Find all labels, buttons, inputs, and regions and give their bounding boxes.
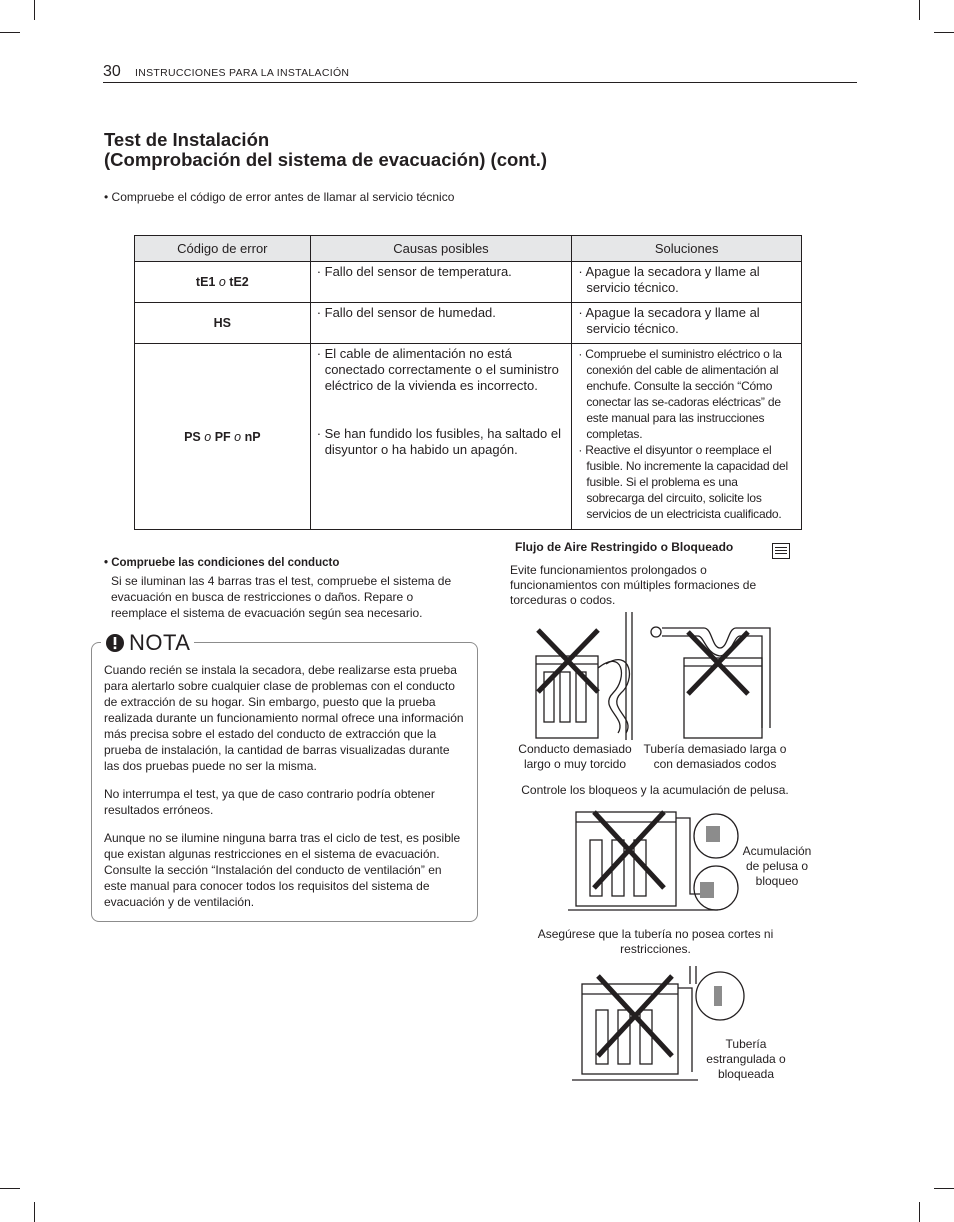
column-header: Causas posibles [310, 236, 572, 262]
page-title-line2: (Comprobación del sistema de evacuación) (cont.) [104, 149, 548, 170]
code-text: tE2 [229, 275, 249, 289]
cause-item: · Fallo del sensor de humedad. [316, 305, 496, 320]
note-paragraph: No interrumpa el test, ya que de caso contrario podría obtener resultados erróneos. [104, 787, 435, 817]
crop-mark [34, 0, 35, 20]
note-paragraph: Cuando recién se instala la secadora, debe realizarse esta prueba para alertarlo sobre cualquier clase de problemas con el conducto de extracción de su hogar. Sin embargo, puesto que la prueba realizada durante un funcionamiento normal ofrece una información más precisa sobre el estado del conducto de extracción que la prueba de instalación, la cantidad de barras visualizadas durante las dos pruebas puede no ser la misma. [104, 663, 464, 773]
crop-mark [919, 0, 920, 20]
note-label: NOTA [129, 630, 191, 655]
crop-mark [34, 1202, 35, 1222]
table-row [135, 262, 802, 303]
code-separator: o [234, 429, 242, 444]
table-row [135, 344, 802, 530]
error-code [135, 344, 311, 530]
crop-mark [919, 1202, 920, 1222]
crop-mark [0, 32, 20, 33]
header-divider [103, 82, 857, 83]
dryer-long-duct-illustration [528, 608, 648, 743]
code-text: tE1 [195, 275, 216, 289]
dryer-many-elbows-illustration [648, 618, 783, 743]
code-text: nP [244, 429, 261, 444]
error-code [135, 262, 311, 303]
cause-item: · Fallo del sensor de temperatura. [316, 264, 512, 279]
crop-mark [934, 32, 954, 33]
intro-note: • Compruebe el código de error antes de llamar al servicio técnico [104, 190, 455, 204]
note-heading [101, 630, 194, 656]
solution-item: · Compruebe el suministro eléctrico o la conexión del cable de alimentación al enchufe. Consulte la sección “Cómo conectar las se-cadoras eléctricas” de este manual para las instrucciones completas. [578, 347, 782, 441]
cause-item: · El cable de alimentación no está conectado correctamente o el suministro eléctrico de la vivienda es incorrecto. [316, 346, 559, 393]
cause-item: · Se han fundido los fusibles, ha saltado el disyuntor o ha habido un apagón. [316, 426, 561, 457]
solution-item: · Apague la secadora y llame al servicio técnico. [578, 305, 760, 336]
table-header-row [135, 236, 802, 262]
causes-cell [310, 303, 572, 344]
airflow-description: Evite funcionamientos prolongados o funcionamientos con múltiples formaciones de torceduras o codos. [510, 563, 757, 607]
page-title [104, 130, 547, 170]
section-title: INSTRUCCIONES PARA LA INSTALACIÓN [135, 67, 350, 79]
duct-check-heading: • Compruebe las condiciones del conducto [104, 557, 340, 569]
caption-many-elbows: Tubería demasiado larga o con demasiados codos [643, 742, 787, 771]
airflow-icon [772, 543, 790, 559]
crop-mark [0, 1188, 20, 1189]
solutions-cell [572, 344, 802, 530]
column-header: Código de error [135, 236, 311, 262]
duct-check-body: Si se iluminan las 4 barras tras el test, compruebe el sistema de evacuación en busca de restricciones o daños. Repare o reemplace el sistema de evacuación según sea necesario. [111, 574, 452, 620]
solution-item: · Reactive el disyuntor o reemplace el fusible. No incremente la capacidad del fusible. Si el problema es una sobrecarga del circuito, solicite los servicios de un electricista cualificado. [578, 443, 788, 521]
warning-icon [105, 633, 125, 653]
solution-item: · Apague la secadora y llame al servicio técnico. [578, 264, 760, 295]
page-number: 30 [103, 63, 121, 80]
lint-check-text: Controle los bloqueos y la acumulación de pelusa. [521, 783, 789, 797]
caption-long-duct: Conducto demasiado largo o muy torcido [518, 742, 632, 771]
page-title-line1: Test de Instalación [104, 129, 270, 150]
solutions-cell [572, 262, 802, 303]
code-text: PF [214, 429, 231, 444]
solutions-cell [572, 303, 802, 344]
caption-lint-buildup: Acumulación de pelusa o bloqueo [742, 844, 812, 888]
column-header: Soluciones [572, 236, 802, 262]
dryer-lint-buildup-illustration [568, 806, 743, 916]
note-paragraph: Aunque no se ilumine ninguna barra tras el ciclo de test, es posible que existan algunas restricciones en el sistema de evacuación. Consulte la sección “Instalación del conducto de ventilación” en este manual para conocer todos los requisitos del sistema de evacuación y de ventilación. [104, 831, 461, 909]
code-separator: o [218, 275, 226, 289]
error-code-table [134, 235, 802, 530]
table-row [135, 303, 802, 344]
crop-mark [934, 1188, 954, 1189]
pipe-check-text: Asegúrese que la tubería no posea cortes ni restricciones. [537, 927, 774, 956]
causes-cell [310, 262, 572, 303]
error-code: HS [135, 303, 311, 344]
caption-crushed-pipe: Tubería estrangulada o bloqueada [706, 1037, 786, 1081]
airflow-title: Flujo de Aire Restringido o Bloqueado [515, 540, 734, 554]
code-text: PS [184, 429, 201, 444]
code-separator: o [204, 429, 212, 444]
causes-cell [310, 344, 572, 530]
